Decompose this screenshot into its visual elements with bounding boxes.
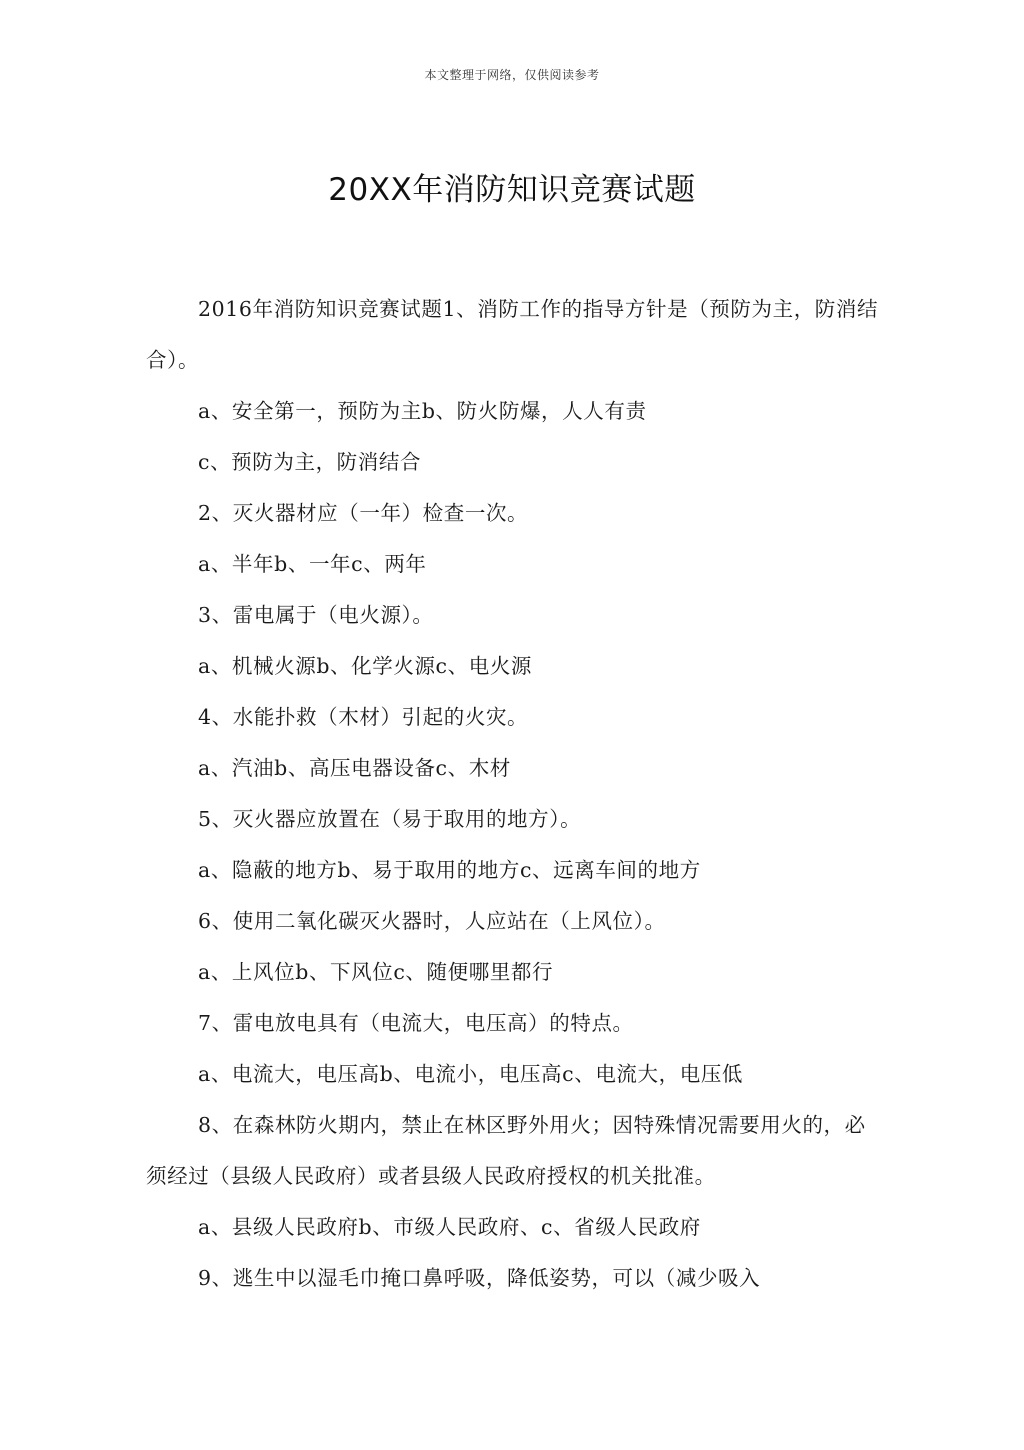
question-4: 4、水能扑救（木材）引起的火灾。 <box>198 705 529 729</box>
q1-options-ab: a、安全第一，预防为主b、防火防爆，人人有责 <box>198 399 647 423</box>
q4-options: a、汽油b、高压电器设备c、木材 <box>198 756 511 780</box>
intro-question-1: 2016年消防知识竞赛试题1、消防工作的指导方针是（预防为主，防消结合）。 <box>146 297 879 372</box>
document-body <box>146 284 886 1304</box>
header-note: 本文整理于网络，仅供阅读参考 <box>424 68 600 82</box>
question-3: 3、雷电属于（电火源）。 <box>198 603 434 627</box>
question-8: 8、在森林防火期内，禁止在林区野外用火；因特殊情况需要用火的，必须经过（县级人民政府）或者县级人民政府授权的机关批准。 <box>146 1113 866 1188</box>
q5-options: a、隐蔽的地方b、易于取用的地方c、远离车间的地方 <box>198 858 701 882</box>
q2-options: a、半年b、一年c、两年 <box>198 552 427 576</box>
question-2: 2、灭火器材应（一年）检查一次。 <box>198 501 529 525</box>
question-9: 9、逃生中以湿毛巾掩口鼻呼吸，降低姿势，可以（减少吸入 <box>198 1266 761 1290</box>
question-7: 7、雷电放电具有（电流大，电压高）的特点。 <box>198 1011 634 1035</box>
q6-options: a、上风位b、下风位c、随便哪里都行 <box>198 960 554 984</box>
q3-options: a、机械火源b、化学火源c、电火源 <box>198 654 533 678</box>
q8-options: a、县级人民政府b、市级人民政府、c、省级人民政府 <box>198 1215 701 1239</box>
question-5: 5、灭火器应放置在（易于取用的地方）。 <box>198 807 582 831</box>
question-6: 6、使用二氧化碳灭火器时，人应站在（上风位）。 <box>198 909 666 933</box>
q1-option-c: c、预防为主，防消结合 <box>198 450 422 474</box>
q7-options: a、电流大，电压高b、电流小，电压高c、电流大，电压低 <box>198 1062 744 1086</box>
page-title: 20XX年消防知识竞赛试题 <box>328 172 696 208</box>
